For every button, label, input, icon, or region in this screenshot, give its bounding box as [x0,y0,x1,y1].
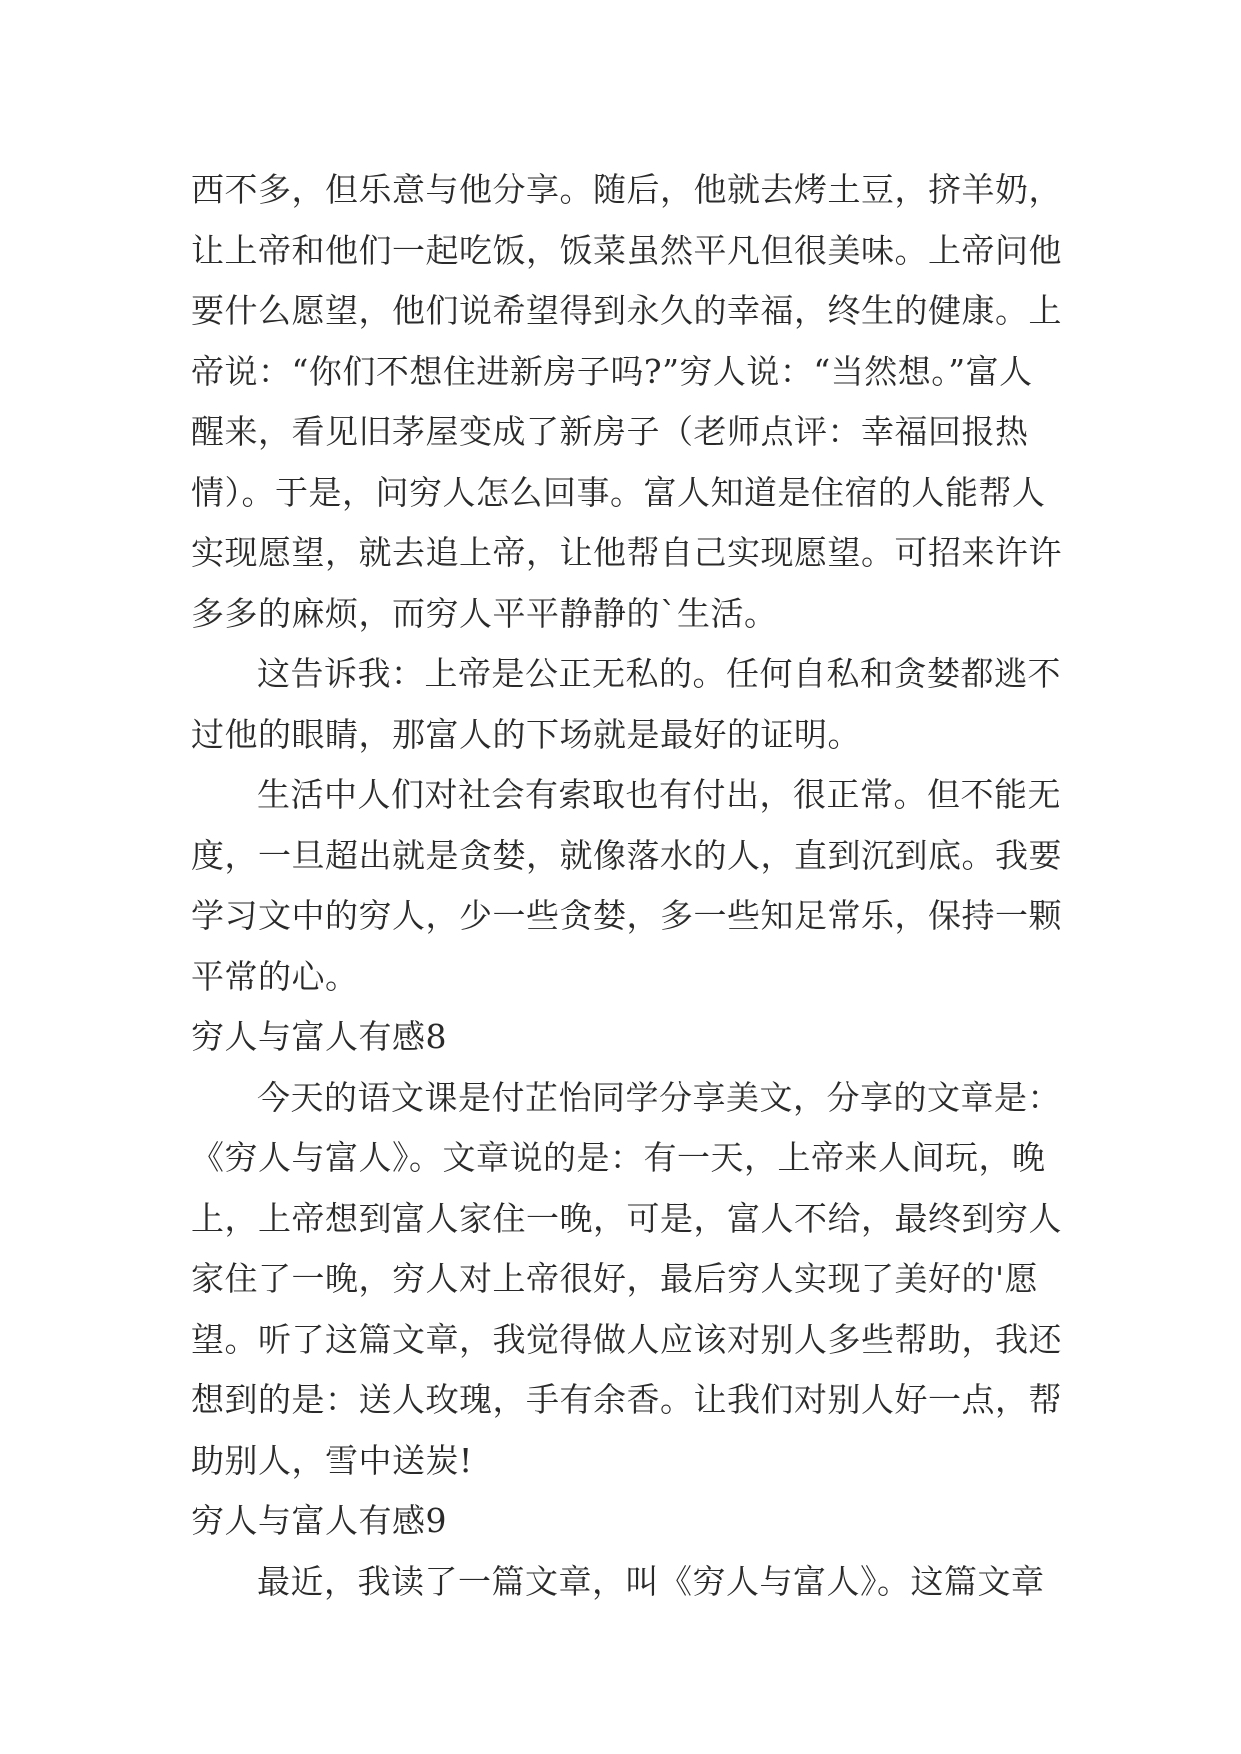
section-heading [191,1491,1051,1552]
text-line: 最近，我读了一篇文章，叫《穷人与富人》。这篇文章 [257,1561,1045,1601]
document-body [191,160,1062,1612]
paragraph [191,644,1061,765]
text-line: 今天的语文课是付芷怡同学分享美文，分享的文章是： [257,1077,1061,1117]
text-line: 望。听了这篇文章，我觉得做人应该对别人多些帮助，我还 [191,1319,1062,1359]
paragraph [191,1552,1051,1613]
text-line: 这告诉我：上帝是公正无私的。任何自私和贪婪都逃不 [257,654,1061,693]
text-line: 家住了一晚，穷人对上帝很好，最后穷人实现了美好的'愿 [191,1259,1039,1298]
paragraph [191,160,1062,644]
text-line: 助别人，雪中送炭! [191,1440,473,1480]
text-line: 要什么愿望，他们说希望得到永久的幸福，终生的健康。上 [191,291,1062,330]
text-line: 让上帝和他们一起吃饭，饭菜虽然平凡但很美味。上帝问他 [191,230,1062,270]
heading-text: 穷人与富人有感8 [191,1017,447,1056]
text-line: 度，一旦超出就是贪婪，就像落水的人，直到沉到底。我要 [191,835,1062,875]
text-line: 平常的心。 [191,956,359,996]
text-line: 想到的是：送人玫瑰，手有余香。让我们对别人好一点，帮 [191,1380,1062,1419]
text-line: 多多的麻烦，而穷人平平静静的`生活。 [191,593,778,633]
text-line: 学习文中的穷人，少一些贪婪，多一些知足常乐，保持一颗 [191,896,1062,935]
text-line: 《穷人与富人》。文章说的是：有一天，上帝来人间玩，晚 [191,1138,1046,1177]
text-line: 上，上帝想到富人家住一晚，可是，富人不给，最终到穷人 [191,1198,1062,1238]
text-line: 西不多，但乐意与他分享。随后，他就去烤土豆，挤羊奶， [191,170,1062,209]
paragraph [191,1068,1062,1492]
text-line: 醒来，看见旧茅屋变成了新房子（老师点评：幸福回报热 [191,412,1029,451]
text-line: 过他的眼睛，那富人的下场就是最好的证明。 [191,714,861,754]
paragraph [191,765,1062,1007]
section-heading [191,1007,1051,1068]
heading-text: 穷人与富人有感9 [191,1501,447,1540]
text-line: 帝说：“你们不想住进新房子吗?”穷人说：“当然想。”富人 [191,351,1033,391]
text-line: 生活中人们对社会有索取也有付出，很正常。但不能无 [257,775,1061,814]
text-line: 情）。于是，问穷人怎么回事。富人知道是住宿的人能帮人 [191,472,1046,512]
text-line: 实现愿望，就去追上帝，让他帮自己实现愿望。可招来许许 [191,533,1062,572]
